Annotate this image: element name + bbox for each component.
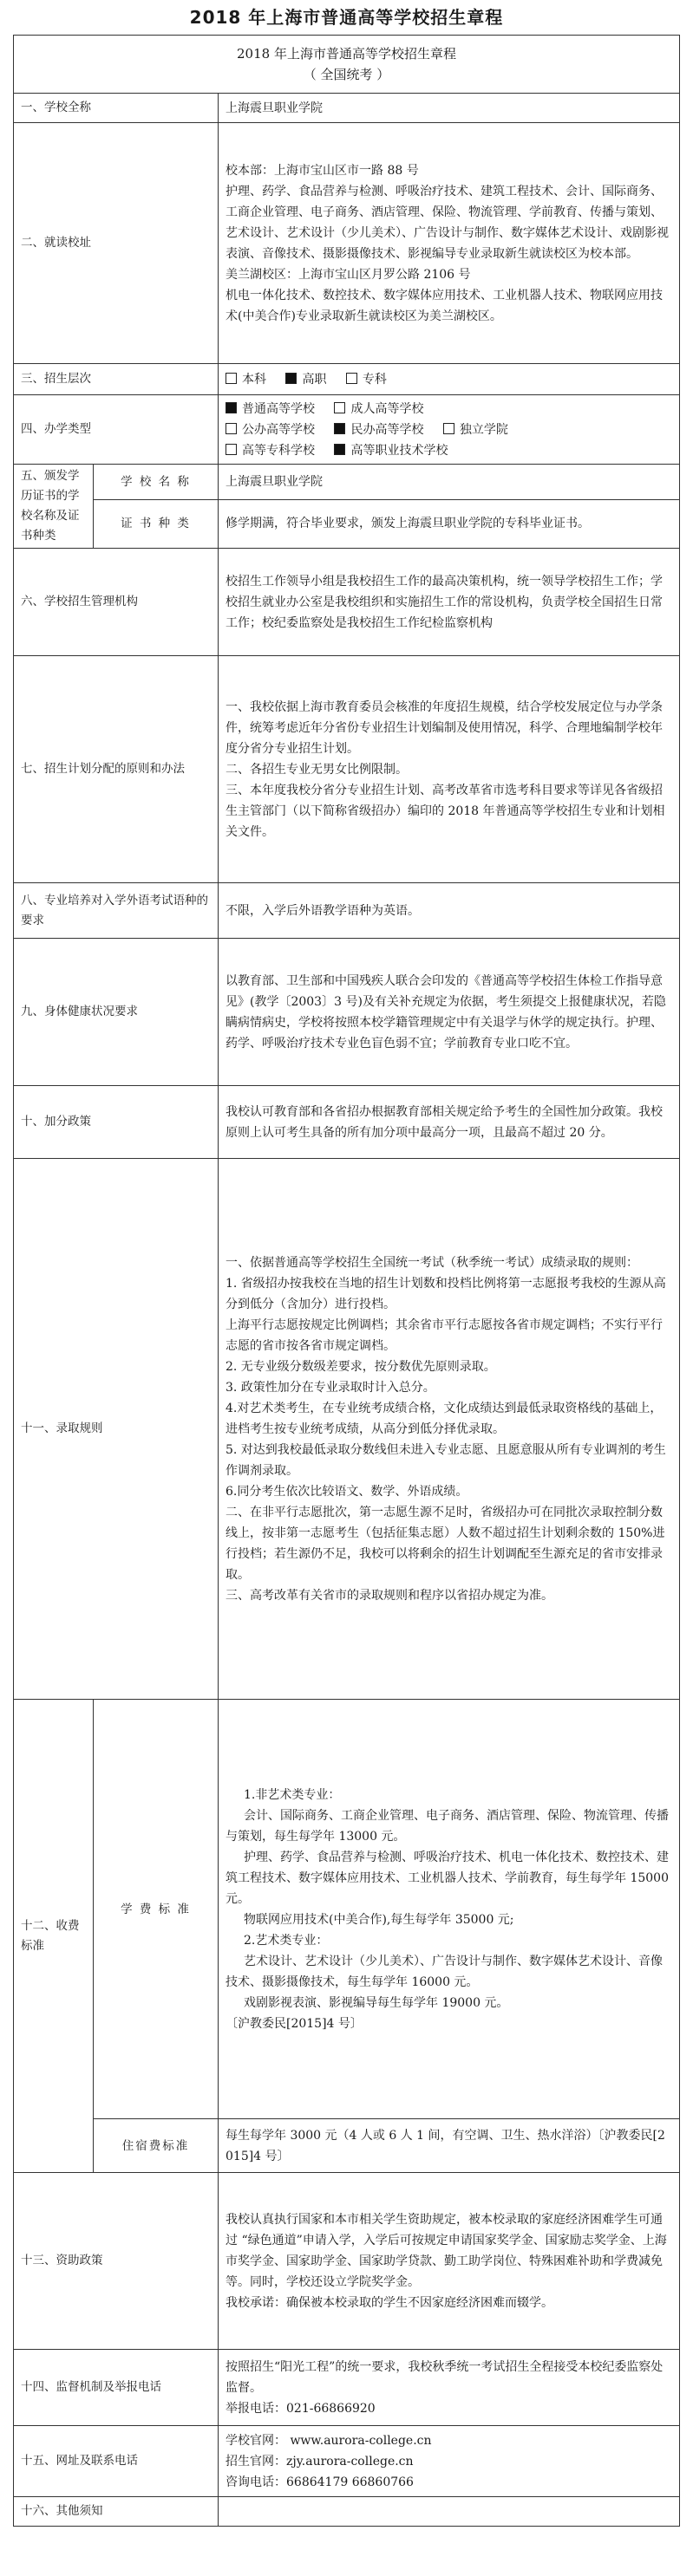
admission-line: 1. 省级招办按我校在当地的招生计划数和投档比例将第一志愿报考我校的生源从高分到低分（含加分）进行投档。 xyxy=(226,1276,666,1311)
admission-line: 上海平行志愿按规定比例调档；其余省市平行志愿按各省市规定调档；不实行平行志愿的省市按各省市规定调档。 xyxy=(226,1317,663,1353)
label-supervision: 十四、监督机制及举报电话 xyxy=(14,2350,219,2426)
checkbox-icon xyxy=(334,423,345,434)
aid-line: 我校承诺：确保被本校录取的学生不因家庭经济困难而辍学。 xyxy=(226,2295,553,2310)
tuition-line: 护理、药学、食品营养与检测、呼吸治疗技术、机电一体化技术、数控技术、建筑工程技术、数字媒体应用技术、工业机器人技术、学前教育，每生每学年 15000 元。 xyxy=(226,1850,669,1906)
value-school-name: 上海震旦职业学院 xyxy=(219,94,680,123)
plan-line: 一、我校依据上海市教育委员会核准的年度招生规模，结合学校发展定位与办学条件，统筹考虑近年分省份专业招生计划编制及使用情况，科学、合理地编制学校年度分省分专业招生计划。 xyxy=(226,699,663,756)
admission-line: 6.同分考生依次比较语文、数学、外语成绩。 xyxy=(226,1484,468,1499)
school-type-option-label: 普通高等学校 xyxy=(242,401,315,416)
supervision-line: 举报电话：021-66866920 xyxy=(226,2401,376,2416)
value-certificate-school: 上海震旦职业学院 xyxy=(219,465,680,500)
row-school-type xyxy=(14,395,680,465)
value-other xyxy=(219,2497,680,2527)
row-campus xyxy=(14,123,680,364)
supervision-line: 按照招生“阳光工程”的统一要求，我校秋季统一考试招生全程接受本校纪委监察处监督。 xyxy=(226,2359,664,2395)
tuition-line: 艺术设计、艺术设计（少儿美术）、广告设计与制作、数字媒体艺术设计、音像技术、摄影摄像技术，每生每学年 16000 元。 xyxy=(226,1954,663,1989)
row-bonus xyxy=(14,1086,680,1159)
checkbox-icon xyxy=(226,444,237,455)
value-certificate-type: 修学期满，符合毕业要求，颁发上海震旦职业学院的专科毕业证书。 xyxy=(219,499,680,548)
row-school-name xyxy=(14,94,680,123)
school-type-option-label: 公办高等学校 xyxy=(242,422,315,437)
contact-line: 咨询电话：66864179 66860766 xyxy=(226,2475,414,2489)
school-type-option-label: 独立学院 xyxy=(459,422,508,437)
value-school-type xyxy=(219,395,680,465)
row-certificate-type xyxy=(14,499,680,548)
school-type-option xyxy=(226,440,315,461)
aid-line: 我校认真执行国家和本市相关学生资助规定，被本校录取的家庭经济困难学生可通过 “绿色通道”申请入学，入学后可按规定申请国家奖学金、国家励志奖学金、上海市奖学金、国家助学金、国家助学贷款、勤工助学岗位、特殊困难补助和学费减免等。同时，学校还设立学院奖学金。 xyxy=(226,2212,667,2289)
label-contact: 十五、网址及联系电话 xyxy=(14,2426,219,2497)
level-option-label: 专科 xyxy=(362,372,387,387)
value-language: 不限，入学后外语教学语种为英语。 xyxy=(219,883,680,939)
label-school-type: 四、办学类型 xyxy=(14,395,219,465)
label-dorm: 住宿费标准 xyxy=(94,2119,219,2173)
row-admin xyxy=(14,549,680,656)
level-option-label: 本科 xyxy=(242,372,266,387)
label-level: 三、招生层次 xyxy=(14,364,219,395)
value-level xyxy=(219,364,680,395)
level-option xyxy=(285,369,326,390)
checkbox-icon xyxy=(226,423,237,434)
level-option-label: 高职 xyxy=(302,372,327,387)
row-language xyxy=(14,883,680,939)
value-bonus: 我校认可教育部和各省招办根据教育部相关规定给予考生的全国性加分政策。我校原则上认可考生具备的所有加分项中最高分一项，且最高不超过 20 分。 xyxy=(219,1086,680,1159)
label-admission: 十一、录取规则 xyxy=(14,1159,219,1700)
value-tuition xyxy=(219,1700,680,2119)
value-admission xyxy=(219,1159,680,1700)
checkbox-icon xyxy=(346,373,357,384)
label-school-name: 一、学校全称 xyxy=(14,94,219,123)
plan-line: 二、各招生专业无男女比例限制。 xyxy=(226,762,408,777)
label-language: 八、专业培养对入学外语考试语种的要求 xyxy=(14,883,219,939)
school-type-line xyxy=(226,440,672,461)
table-header xyxy=(14,36,680,94)
admission-charter-table xyxy=(13,35,680,2527)
school-type-option xyxy=(334,440,448,461)
label-aid: 十三、资助政策 xyxy=(14,2173,219,2350)
contact-line: 学校官网： www.aurora-college.cn xyxy=(226,2433,432,2448)
school-type-line xyxy=(226,399,672,420)
tuition-line: 1.非艺术类专业： xyxy=(244,1787,341,1802)
school-type-option-label: 民办高等学校 xyxy=(350,422,424,437)
value-aid xyxy=(219,2173,680,2350)
label-certificate-school: 学 校 名 称 xyxy=(94,465,219,500)
row-admission xyxy=(14,1159,680,1700)
value-admin: 校招生工作领导小组是我校招生工作的最高决策机构，统一领导学校招生工作；学校招生就业办公室是我校组织和实施招生工作的常设机构，负责学校全国招生日常工作；校纪委监察处是我校招生工作纪检监察机构 xyxy=(219,549,680,656)
admission-line: 5. 对达到我校最低录取分数线但未进入专业志愿、且愿意服从所有专业调剂的考生作调剂录取。 xyxy=(226,1442,666,1478)
label-tuition: 学 费 标 准 xyxy=(94,1700,219,2119)
campus-line: 校本部：上海市宝山区市一路 88 号 xyxy=(226,163,419,178)
campus-line: 美兰湖校区：上海市宝山区月罗公路 2106 号 xyxy=(226,267,471,282)
value-supervision xyxy=(219,2350,680,2426)
value-dorm: 每生每学年 3000 元（4 人或 6 人 1 间，有空调、卫生、热水洋浴）〔沪教委民[2015]4 号〕 xyxy=(219,2119,680,2173)
school-type-line xyxy=(226,420,672,440)
row-level xyxy=(14,364,680,395)
row-fees-tuition xyxy=(14,1700,680,2119)
admission-line: 4.对艺术类考生，在专业统考成绩合格，文化成绩达到最低录取资格线的基础上，进档考生按专业统考成绩，从高分到低分择优录取。 xyxy=(226,1401,663,1436)
plan-line: 三、本年度我校分省分专业招生计划、高考改革省市选考科目要求等详见各省级招生主管部门（以下简称省级招办）编印的 2018 年普通高等学校招生专业和计划相关文件。 xyxy=(226,783,665,839)
checkbox-icon xyxy=(334,402,345,413)
admission-line: 二、在非平行志愿批次，第一志愿生源不足时，省级招办可在同批次录取控制分数线上，按非第一志愿考生（包括征集志愿）人数不超过招生计划剩余数的 150%进行投档；若生源仍不足，我校可以将剩余的招生计划调配至生源充足的省市安排录取。 xyxy=(226,1505,665,1582)
school-type-option-label: 成人高等学校 xyxy=(350,401,424,416)
school-type-option xyxy=(334,399,423,420)
table-header-row xyxy=(14,36,680,94)
value-health: 以教育部、卫生部和中国残疾人联合会印发的《普通高等学校招生体检工作指导意见》(教学〔2003〕3 号)及有关补充规定为依据，考生须提交上报健康状况，若隐瞒病情病史，学校将按照本校学籍管理规定中有关退学与休学的规定执行。护理、药学、呼吸治疗技术专业色盲色弱不宜；学前教育专业口吃不宜。 xyxy=(219,939,680,1086)
tuition-line: 〔沪教委民[2015]4 号〕 xyxy=(226,2016,363,2031)
row-contact xyxy=(14,2426,680,2497)
row-fees-dorm xyxy=(14,2119,680,2173)
row-plan xyxy=(14,656,680,883)
contact-line: 招生官网：zjy.aurora-college.cn xyxy=(226,2454,414,2469)
campus-line: 机电一体化技术、数控技术、数字媒体应用技术、工业机器人技术、物联网应用技术(中美合作)专业录取新生就读校区为美兰湖校区。 xyxy=(226,288,663,323)
row-health xyxy=(14,939,680,1086)
value-plan xyxy=(219,656,680,883)
value-contact xyxy=(219,2426,680,2497)
tuition-line: 物联网应用技术(中美合作),每生每学年 35000 元; xyxy=(244,1912,514,1927)
page-title: 2018 年上海市普通高等学校招生章程 xyxy=(189,7,504,28)
label-certificate-type: 证 书 种 类 xyxy=(94,499,219,548)
tuition-line: 会计、国际商务、工商企业管理、电子商务、酒店管理、保险、物流管理、传播与策划，每生每学年 13000 元。 xyxy=(226,1808,669,1844)
admission-line: 2. 无专业级分数级差要求，按分数优先原则录取。 xyxy=(226,1359,496,1374)
value-campus xyxy=(219,123,680,364)
label-health: 九、身体健康状况要求 xyxy=(14,939,219,1086)
school-type-option xyxy=(226,399,315,420)
admission-line: 三、高考改革有关省市的录取规则和程序以省招办规定为准。 xyxy=(226,1588,553,1603)
checkbox-icon xyxy=(226,402,237,413)
row-other xyxy=(14,2497,680,2527)
school-type-option xyxy=(443,420,508,440)
school-type-option-label: 高等职业技术学校 xyxy=(350,443,448,458)
label-other: 十六、其他须知 xyxy=(14,2497,219,2527)
checkbox-icon xyxy=(334,444,345,455)
label-admin: 六、学校招生管理机构 xyxy=(14,549,219,656)
row-certificate-name xyxy=(14,465,680,500)
level-option xyxy=(226,369,266,390)
label-plan: 七、招生计划分配的原则和办法 xyxy=(14,656,219,883)
campus-line: 护理、药学、食品营养与检测、呼吸治疗技术、建筑工程技术、会计、国际商务、工商企业管理、电子商务、酒店管理、保险、物流管理、学前教育、传播与策划、艺术设计、艺术设计（少儿美术）、广告设计与制作、数字媒体艺术设计、戏剧影视表演、音像技术、摄影摄像技术、影视编导专业录取新生就读校区为校本部。 xyxy=(226,184,669,261)
row-supervision xyxy=(14,2350,680,2426)
tuition-line: 戏剧影视表演、影视编导每生每学年 19000 元。 xyxy=(244,1995,509,2010)
label-bonus: 十、加分政策 xyxy=(14,1086,219,1159)
label-certificate: 五、颁发学历证书的学校名称及证书种类 xyxy=(14,465,94,549)
level-option xyxy=(346,369,387,390)
table-title: 2018 年上海市普通高等学校招生章程 xyxy=(237,46,456,62)
table-subtitle: （ 全国统考 ） xyxy=(303,67,390,82)
school-type-option xyxy=(334,420,423,440)
tuition-line: 2.艺术类专业： xyxy=(244,1933,329,1948)
row-aid xyxy=(14,2173,680,2350)
checkbox-icon xyxy=(285,373,297,384)
label-campus: 二、就读校址 xyxy=(14,123,219,364)
school-type-option xyxy=(226,420,315,440)
admission-line: 一、依据普通高等学校招生全国统一考试（秋季统一考试）成绩录取的规则： xyxy=(226,1255,638,1270)
label-fees: 十二、收费标准 xyxy=(14,1700,94,2173)
admission-line: 3. 政策性加分在专业录取时计入总分。 xyxy=(226,1380,435,1395)
checkbox-icon xyxy=(443,423,454,434)
school-type-option-label: 高等专科学校 xyxy=(242,443,315,458)
checkbox-icon xyxy=(226,373,237,384)
